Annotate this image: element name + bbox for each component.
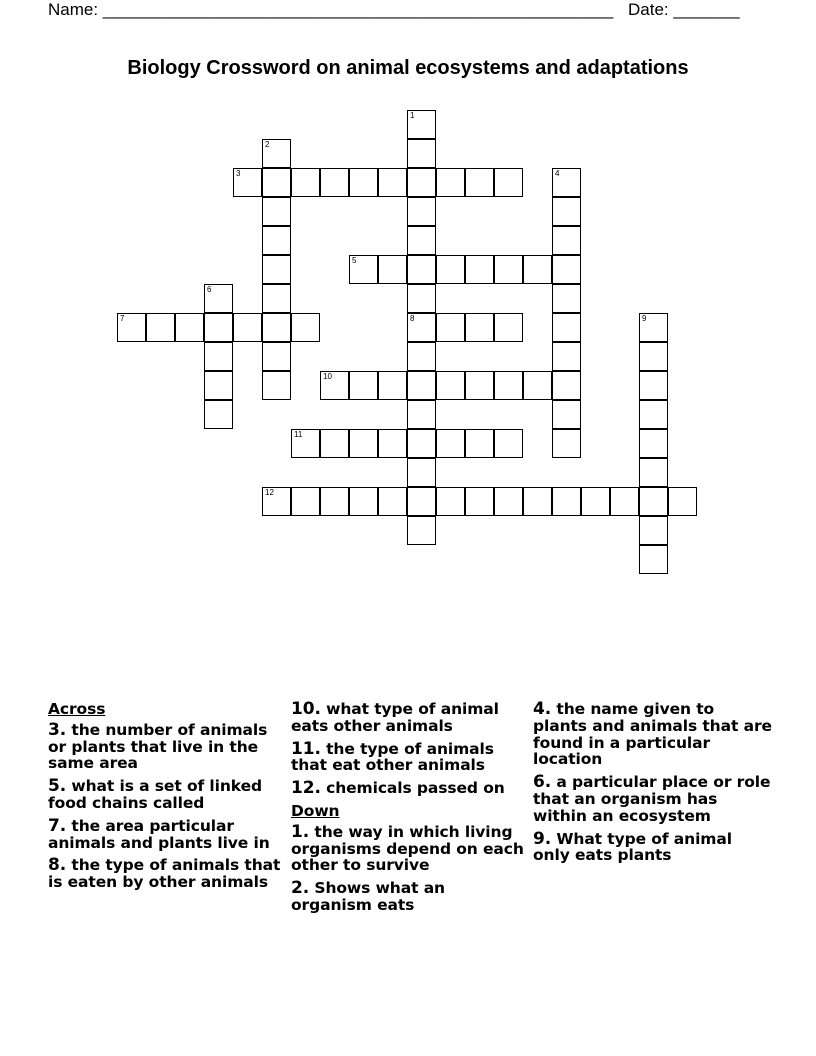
grid-cell[interactable] bbox=[349, 371, 378, 400]
clue-text: the number of animals or plants that live in the same area bbox=[48, 720, 268, 773]
clue-number: 4. bbox=[533, 699, 552, 719]
grid-cell[interactable] bbox=[407, 226, 436, 255]
grid-cell[interactable] bbox=[639, 458, 668, 487]
grid-cell[interactable] bbox=[639, 516, 668, 545]
grid-cell[interactable] bbox=[407, 110, 436, 139]
grid-cell[interactable] bbox=[262, 255, 291, 284]
grid-cell[interactable] bbox=[349, 255, 378, 284]
grid-cell[interactable] bbox=[407, 342, 436, 371]
grid-cell[interactable] bbox=[639, 400, 668, 429]
clue-text: the type of animals that eat other animals bbox=[291, 739, 494, 775]
clue-across-12 bbox=[291, 780, 527, 797]
clue-down-2 bbox=[291, 880, 527, 914]
cell-number: 12 bbox=[265, 488, 274, 497]
clues-column-2 bbox=[291, 701, 527, 920]
clue-text: what is a set of linked food chains called bbox=[48, 777, 262, 812]
grid-cell[interactable] bbox=[262, 168, 291, 197]
clue-across-10 bbox=[291, 701, 527, 735]
grid-cell[interactable] bbox=[639, 371, 668, 400]
grid-cell[interactable] bbox=[436, 168, 465, 197]
grid-cell[interactable] bbox=[349, 429, 378, 458]
cell-number: 3 bbox=[236, 169, 241, 178]
clue-across-5 bbox=[48, 778, 284, 812]
grid-cell[interactable] bbox=[552, 255, 581, 284]
clue-text: What type of animal only eats plants bbox=[533, 829, 732, 865]
clue-number: 6. bbox=[533, 772, 552, 793]
clue-text: chemicals passed on bbox=[320, 779, 505, 798]
cell-number: 1 bbox=[410, 111, 415, 120]
name-field[interactable]: Name: ______________________________________________________ bbox=[48, 0, 614, 19]
clue-across-3 bbox=[48, 719, 284, 773]
clue-number: 1. bbox=[291, 821, 310, 842]
grid-cell[interactable] bbox=[349, 487, 378, 516]
grid-cell[interactable] bbox=[146, 313, 175, 342]
grid-cell[interactable] bbox=[639, 487, 668, 516]
clue-number: 12. bbox=[291, 778, 321, 799]
grid-cell[interactable] bbox=[291, 168, 320, 197]
cell-number: 9 bbox=[642, 314, 647, 323]
clue-text: the way in which living organisms depend on each other to survive bbox=[291, 822, 524, 875]
grid-cell[interactable] bbox=[262, 487, 291, 516]
grid-cell[interactable] bbox=[639, 313, 668, 342]
grid-cell[interactable] bbox=[552, 197, 581, 226]
grid-cell[interactable] bbox=[233, 313, 262, 342]
grid-cell[interactable] bbox=[204, 342, 233, 371]
grid-cell[interactable] bbox=[233, 168, 262, 197]
grid-cell[interactable] bbox=[320, 168, 349, 197]
grid-cell[interactable] bbox=[523, 371, 552, 400]
clue-number: 11. bbox=[291, 738, 321, 759]
grid-cell[interactable] bbox=[407, 168, 436, 197]
grid-cell[interactable] bbox=[291, 313, 320, 342]
grid-cell[interactable] bbox=[407, 458, 436, 487]
grid-cell[interactable] bbox=[262, 342, 291, 371]
cell-number: 2 bbox=[265, 140, 270, 149]
grid-cell[interactable] bbox=[407, 197, 436, 226]
grid-cell[interactable] bbox=[378, 168, 407, 197]
clue-number: 8. bbox=[48, 855, 67, 876]
grid-cell[interactable] bbox=[494, 255, 523, 284]
clue-text: the type of animals that is eaten by other animals bbox=[48, 856, 281, 892]
grid-cell[interactable] bbox=[639, 429, 668, 458]
grid-cell[interactable] bbox=[552, 313, 581, 342]
grid-cell[interactable] bbox=[465, 313, 494, 342]
grid-cell[interactable] bbox=[552, 168, 581, 197]
grid-cell[interactable] bbox=[552, 429, 581, 458]
grid-cell[interactable] bbox=[494, 487, 523, 516]
grid-cell[interactable] bbox=[378, 429, 407, 458]
grid-cell[interactable] bbox=[407, 284, 436, 313]
clues-column-1 bbox=[48, 701, 284, 897]
grid-cell[interactable] bbox=[465, 371, 494, 400]
grid-cell[interactable] bbox=[204, 313, 233, 342]
grid-cell[interactable] bbox=[552, 487, 581, 516]
grid-cell[interactable] bbox=[407, 255, 436, 284]
grid-cell[interactable] bbox=[494, 313, 523, 342]
grid-cell[interactable] bbox=[465, 255, 494, 284]
grid-cell[interactable] bbox=[407, 516, 436, 545]
grid-cell[interactable] bbox=[494, 168, 523, 197]
grid-cell[interactable] bbox=[639, 342, 668, 371]
grid-cell[interactable] bbox=[262, 371, 291, 400]
grid-cell[interactable] bbox=[117, 313, 146, 342]
clue-text: a particular place or role that an organism has within an ecosystem bbox=[533, 773, 771, 825]
grid-cell[interactable] bbox=[552, 371, 581, 400]
grid-cell[interactable] bbox=[291, 429, 320, 458]
page-title: Biology Crossword on animal ecosystems and adaptations bbox=[127, 57, 689, 79]
grid-cell[interactable] bbox=[436, 371, 465, 400]
grid-cell[interactable] bbox=[523, 487, 552, 516]
cell-number: 8 bbox=[410, 314, 415, 323]
grid-cell[interactable] bbox=[262, 284, 291, 313]
down-heading: Down bbox=[291, 801, 340, 820]
clue-down-4 bbox=[533, 701, 773, 768]
grid-cell[interactable] bbox=[494, 371, 523, 400]
clue-number: 10. bbox=[291, 699, 321, 719]
date-field[interactable]: Date: _______ bbox=[628, 0, 740, 19]
grid-cell[interactable] bbox=[262, 226, 291, 255]
grid-cell[interactable] bbox=[552, 226, 581, 255]
grid-cell[interactable] bbox=[349, 168, 378, 197]
clue-text: the area particular animals and plants live in bbox=[48, 816, 270, 852]
grid-cell[interactable] bbox=[523, 255, 552, 284]
clue-across-7 bbox=[48, 815, 284, 852]
cell-number: 4 bbox=[555, 169, 560, 178]
cell-number: 6 bbox=[207, 285, 212, 294]
grid-cell[interactable] bbox=[465, 429, 494, 458]
grid-cell[interactable] bbox=[262, 313, 291, 342]
grid-cell[interactable] bbox=[436, 429, 465, 458]
grid-cell[interactable] bbox=[552, 342, 581, 371]
grid-cell[interactable] bbox=[465, 487, 494, 516]
clue-down-9 bbox=[533, 828, 773, 865]
grid-cell[interactable] bbox=[320, 371, 349, 400]
grid-cell[interactable] bbox=[204, 400, 233, 429]
grid-cell[interactable] bbox=[204, 284, 233, 313]
grid-cell[interactable] bbox=[320, 487, 349, 516]
grid-cell[interactable] bbox=[639, 545, 668, 574]
clues-column-3 bbox=[533, 701, 773, 870]
clue-number: 2. bbox=[291, 878, 310, 899]
grid-cell[interactable] bbox=[320, 429, 349, 458]
clue-across-11 bbox=[291, 738, 527, 775]
clue-number: 9. bbox=[533, 828, 552, 849]
grid-cell[interactable] bbox=[436, 313, 465, 342]
grid-cell[interactable] bbox=[407, 139, 436, 168]
grid-cell[interactable] bbox=[610, 487, 639, 516]
clue-down-6 bbox=[533, 774, 773, 824]
clue-text: what type of animal eats other animals bbox=[291, 700, 499, 735]
grid-cell[interactable] bbox=[204, 371, 233, 400]
grid-cell[interactable] bbox=[552, 400, 581, 429]
cell-number: 7 bbox=[120, 314, 125, 323]
grid-cell[interactable] bbox=[465, 168, 494, 197]
clue-text: the name given to plants and animals that are found in a particular location bbox=[533, 700, 772, 769]
grid-cell[interactable] bbox=[291, 487, 320, 516]
grid-cell[interactable] bbox=[494, 429, 523, 458]
grid-cell[interactable] bbox=[581, 487, 610, 516]
grid-cell[interactable] bbox=[407, 400, 436, 429]
clue-number: 5. bbox=[48, 776, 67, 797]
grid-cell[interactable] bbox=[407, 429, 436, 458]
grid-cell[interactable] bbox=[668, 487, 697, 516]
clue-across-8 bbox=[48, 857, 284, 891]
cell-number: 5 bbox=[352, 256, 357, 265]
grid-cell[interactable] bbox=[407, 371, 436, 400]
grid-cell[interactable] bbox=[436, 255, 465, 284]
clue-number: 3. bbox=[48, 719, 67, 740]
grid-cell[interactable] bbox=[407, 313, 436, 342]
cell-number: 11 bbox=[294, 430, 303, 439]
grid-cell[interactable] bbox=[175, 313, 204, 342]
grid-cell[interactable] bbox=[262, 197, 291, 226]
grid-cell[interactable] bbox=[378, 255, 407, 284]
clue-down-1 bbox=[291, 821, 527, 875]
grid-cell[interactable] bbox=[436, 487, 465, 516]
grid-cell[interactable] bbox=[262, 139, 291, 168]
grid-cell[interactable] bbox=[378, 487, 407, 516]
clue-number: 7. bbox=[48, 815, 67, 836]
grid-cell[interactable] bbox=[407, 487, 436, 516]
cell-number: 10 bbox=[323, 372, 332, 381]
across-heading: Across bbox=[48, 700, 106, 718]
grid-cell[interactable] bbox=[552, 284, 581, 313]
grid-cell[interactable] bbox=[378, 371, 407, 400]
clue-text: Shows what an organism eats bbox=[291, 879, 445, 914]
